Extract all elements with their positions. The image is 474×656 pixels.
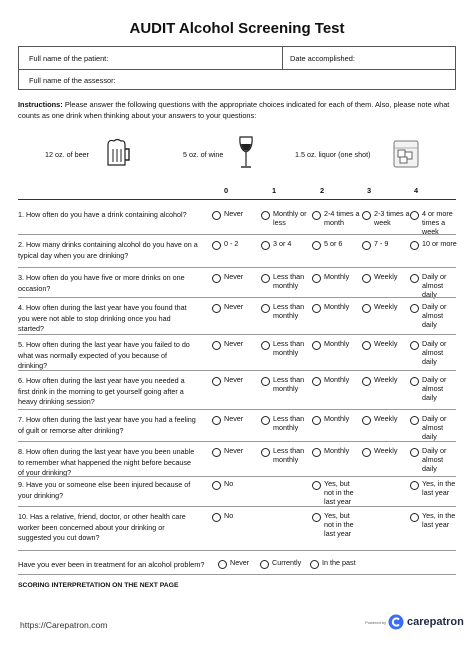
radio-button[interactable] (410, 416, 419, 425)
question-1-option-4[interactable] (410, 210, 458, 236)
option-label: Weekly (374, 414, 398, 423)
radio-button[interactable] (410, 341, 419, 350)
question-8-option-1[interactable] (261, 447, 309, 465)
option-label: 7 - 9 (374, 239, 389, 248)
radio-button[interactable] (212, 341, 221, 350)
option-label: 2-4 times a month (324, 209, 360, 227)
option-label: Never (230, 558, 250, 567)
option-label: Never (224, 446, 244, 455)
radio-button[interactable] (410, 241, 419, 250)
question-10-option-2[interactable] (312, 512, 360, 538)
option-label: Yes, in the last year (422, 511, 456, 529)
option-label: Never (224, 302, 244, 311)
question-5-option-4[interactable] (410, 340, 458, 366)
drink-liquor-label: 1.5 oz. liquor (one shot) (295, 150, 371, 159)
option-label: Monthly or less (273, 209, 307, 227)
question-6-option-2[interactable] (312, 376, 360, 386)
patient-name-field[interactable]: Full name of the patient: (29, 54, 109, 63)
question-6-text: 6. How often during the last year have you needed a first drink in the morning to get yourself going after a heavy drinking session? (18, 376, 185, 407)
option-label: Currently (272, 558, 302, 567)
radio-button[interactable] (261, 448, 270, 457)
option-label: Weekly (374, 272, 398, 281)
treatment-option-in-the-past[interactable] (310, 559, 372, 569)
row-divider (18, 550, 456, 551)
radio-button[interactable] (312, 448, 321, 457)
question-10-option-4[interactable] (410, 512, 458, 530)
radio-button[interactable] (261, 304, 270, 313)
instructions-text: Please answer the following questions with the appropriate choices indicated for each of them. Also, please note what counts as one drink when thinking about your answers to your questions: (18, 100, 450, 120)
option-label: Less than monthly (273, 414, 305, 432)
radio-button[interactable] (312, 513, 321, 522)
row-divider (18, 297, 456, 298)
row-divider (18, 370, 456, 371)
option-label: Monthly (324, 375, 350, 384)
patient-info-box (18, 46, 456, 90)
carepatron-wordmark: carepatron (407, 616, 464, 628)
date-accomplished-field[interactable]: Date accomplished: (290, 54, 355, 63)
radio-button[interactable] (362, 304, 371, 313)
radio-button[interactable] (261, 241, 270, 250)
radio-button[interactable] (312, 481, 321, 490)
treatment-divider (18, 574, 456, 575)
radio-button[interactable] (410, 304, 419, 313)
question-3-option-4[interactable] (410, 273, 458, 299)
option-label: Yes, but not in the last year (324, 511, 354, 538)
option-label: 2-3 times a week (374, 209, 410, 227)
option-label: Weekly (374, 375, 398, 384)
option-label: No (224, 479, 234, 488)
option-label: Weekly (374, 446, 398, 455)
radio-button[interactable] (362, 241, 371, 250)
radio-button[interactable] (312, 274, 321, 283)
question-6-option-1[interactable] (261, 376, 309, 394)
option-label: Daily or almost daily (422, 446, 447, 473)
radio-button[interactable] (261, 211, 270, 220)
option-label: Daily or almost daily (422, 302, 447, 329)
row-divider (18, 409, 456, 410)
radio-button[interactable] (261, 274, 270, 283)
drink-wine-label: 5 oz. of wine (183, 150, 224, 159)
question-4-option-2[interactable] (312, 303, 360, 313)
instructions (18, 99, 460, 121)
wine-glass-icon (237, 135, 255, 171)
radio-button[interactable] (362, 448, 371, 457)
column-score-0: 0 (223, 186, 229, 195)
radio-button[interactable] (212, 481, 221, 490)
question-9-option-2[interactable] (312, 480, 360, 506)
scoring-note: SCORING INTERPRETATION ON THE NEXT PAGE (18, 582, 179, 589)
treatment-question: Have you ever been in treatment for an alcohol problem? (18, 560, 205, 569)
question-5-option-2[interactable] (312, 340, 360, 350)
assessor-name-field[interactable]: Full name of the assessor: (29, 76, 116, 85)
option-label: Daily or almost daily (422, 375, 447, 402)
option-label: Yes, in the last year (422, 479, 456, 497)
question-2-option-0[interactable] (212, 240, 260, 250)
question-4-option-3[interactable] (362, 303, 410, 313)
carepatron-logo-icon (388, 614, 404, 630)
radio-button[interactable] (212, 274, 221, 283)
radio-button[interactable] (312, 304, 321, 313)
question-7-option-3[interactable] (362, 415, 410, 425)
question-8-option-2[interactable] (312, 447, 360, 457)
row-divider (18, 234, 456, 235)
option-label: 10 or more (422, 239, 457, 248)
column-score-1: 1 (271, 186, 277, 195)
radio-button[interactable] (410, 481, 419, 490)
column-score-4: 4 (413, 186, 419, 195)
option-label: Monthly (324, 302, 350, 311)
treatment-option-currently[interactable] (260, 559, 308, 569)
option-label: Daily or almost daily (422, 414, 447, 441)
radio-button[interactable] (362, 274, 371, 283)
radio-button[interactable] (261, 416, 270, 425)
option-label: In the past (322, 558, 356, 567)
info-divider-vertical (282, 47, 283, 69)
question-8-option-0[interactable] (212, 447, 260, 457)
question-10-text: 10. Has a relative, friend, doctor, or other health care worker been concerned about your drinking or suggested you cut down? (18, 512, 186, 543)
option-label: Yes, but not in the last year (324, 479, 354, 506)
radio-button[interactable] (362, 377, 371, 386)
option-label: 0 - 2 (224, 239, 239, 248)
question-7-text: 7. How often during the last year have you had a feeling of guilt or remorse after drinking? (18, 415, 196, 435)
question-4-text: 4. How often during the last year have you found that you were not able to stop drinking once you had started? (18, 303, 187, 334)
option-label: Weekly (374, 302, 398, 311)
page-title: AUDIT Alcohol Screening Test (129, 20, 345, 37)
question-7-option-1[interactable] (261, 415, 309, 433)
option-label: Monthly (324, 414, 350, 423)
radio-button[interactable] (312, 377, 321, 386)
question-1-text: 1. How often do you have a drink containing alcohol? (18, 210, 187, 219)
option-label: No (224, 511, 234, 520)
radio-button[interactable] (410, 448, 419, 457)
radio-button[interactable] (362, 341, 371, 350)
question-9-option-4[interactable] (410, 480, 458, 498)
question-3-option-1[interactable] (261, 273, 309, 291)
radio-button[interactable] (312, 416, 321, 425)
question-4-option-4[interactable] (410, 303, 458, 329)
radio-button[interactable] (362, 416, 371, 425)
question-7-option-2[interactable] (312, 415, 360, 425)
question-5-option-0[interactable] (212, 340, 260, 350)
question-3-text: 3. How often do you have five or more drinks on one occasion? (18, 273, 185, 293)
question-2-option-1[interactable] (261, 240, 309, 250)
row-divider (18, 506, 456, 507)
option-label: Less than monthly (273, 375, 305, 393)
drink-beer-label: 12 oz. of beer (45, 150, 89, 159)
question-5-text: 5. How often during the last year have you failed to do what was normally expected of you because of drinking? (18, 340, 190, 371)
question-5-option-3[interactable] (362, 340, 410, 350)
carepatron-logo (388, 614, 464, 630)
option-label: Monthly (324, 339, 350, 348)
row-divider (18, 334, 456, 335)
option-label: Never (224, 375, 244, 384)
question-8-option-3[interactable] (362, 447, 410, 457)
option-label: Daily or almost daily (422, 339, 447, 366)
option-label: Less than monthly (273, 339, 305, 357)
radio-button[interactable] (312, 241, 321, 250)
radio-button[interactable] (410, 274, 419, 283)
question-4-option-0[interactable] (212, 303, 260, 313)
question-6-option-4[interactable] (410, 376, 458, 402)
radio-button[interactable] (218, 560, 227, 569)
question-3-option-0[interactable] (212, 273, 260, 283)
footer-url-link[interactable]: https://Carepatron.com (20, 620, 108, 630)
question-2-text: 2. How many drinks containing alcohol do you have on a typical day when you are drinking? (18, 240, 198, 260)
option-label: 4 or more times a week (422, 209, 453, 236)
question-6-option-3[interactable] (362, 376, 410, 386)
question-2-option-3[interactable] (362, 240, 410, 250)
option-label: Never (224, 339, 244, 348)
question-1-option-1[interactable] (261, 210, 309, 228)
question-9-text: 9. Have you or someone else been injured because of your drinking? (18, 480, 191, 500)
column-score-3: 3 (366, 186, 372, 195)
table-header-divider (18, 199, 456, 200)
option-label: 5 or 6 (324, 239, 343, 248)
question-3-option-3[interactable] (362, 273, 410, 283)
question-9-option-0[interactable] (212, 480, 260, 490)
radio-button[interactable] (212, 241, 221, 250)
option-label: 3 or 4 (273, 239, 292, 248)
radio-button[interactable] (410, 513, 419, 522)
question-1-option-0[interactable] (212, 210, 260, 220)
question-6-option-0[interactable] (212, 376, 260, 386)
radio-button[interactable] (312, 211, 321, 220)
option-label: Weekly (374, 339, 398, 348)
radio-button[interactable] (410, 211, 419, 220)
beer-mug-icon (105, 138, 131, 168)
question-7-option-0[interactable] (212, 415, 260, 425)
option-label: Monthly (324, 272, 350, 281)
option-label: Never (224, 414, 244, 423)
radio-button[interactable] (312, 341, 321, 350)
question-2-option-4[interactable] (410, 240, 458, 250)
radio-button[interactable] (212, 211, 221, 220)
question-10-option-0[interactable] (212, 512, 260, 522)
option-label: Daily or almost daily (422, 272, 447, 299)
treatment-option-never[interactable] (218, 559, 266, 569)
column-score-2: 2 (319, 186, 325, 195)
radio-button[interactable] (410, 377, 419, 386)
option-label: Less than monthly (273, 272, 305, 290)
question-1-option-3[interactable] (362, 210, 410, 228)
row-divider (18, 267, 456, 268)
option-label: Monthly (324, 446, 350, 455)
radio-button[interactable] (261, 341, 270, 350)
instructions-label: Instructions: (18, 100, 63, 109)
question-5-option-1[interactable] (261, 340, 309, 358)
question-7-option-4[interactable] (410, 415, 458, 441)
radio-button[interactable] (362, 211, 371, 220)
option-label: Less than monthly (273, 302, 305, 320)
radio-button[interactable] (310, 560, 319, 569)
question-1-option-2[interactable] (312, 210, 360, 228)
question-2-option-2[interactable] (312, 240, 360, 250)
radio-button[interactable] (212, 304, 221, 313)
liquor-glass-icon (392, 139, 420, 169)
powered-by-text: Powered by (365, 620, 387, 625)
option-label: Less than monthly (273, 446, 305, 464)
radio-button[interactable] (212, 513, 221, 522)
option-label: Never (224, 272, 244, 281)
option-label: Never (224, 209, 244, 218)
radio-button[interactable] (260, 560, 269, 569)
radio-button[interactable] (261, 377, 270, 386)
info-divider-horizontal (19, 69, 455, 70)
question-4-option-1[interactable] (261, 303, 309, 321)
question-8-option-4[interactable] (410, 447, 458, 473)
radio-button[interactable] (212, 448, 221, 457)
row-divider (18, 441, 456, 442)
question-3-option-2[interactable] (312, 273, 360, 283)
radio-button[interactable] (212, 416, 221, 425)
question-8-text: 8. How often during the last year have you been unable to remember what happened the night before because of your drinking? (18, 447, 195, 478)
radio-button[interactable] (212, 377, 221, 386)
row-divider (18, 476, 456, 477)
